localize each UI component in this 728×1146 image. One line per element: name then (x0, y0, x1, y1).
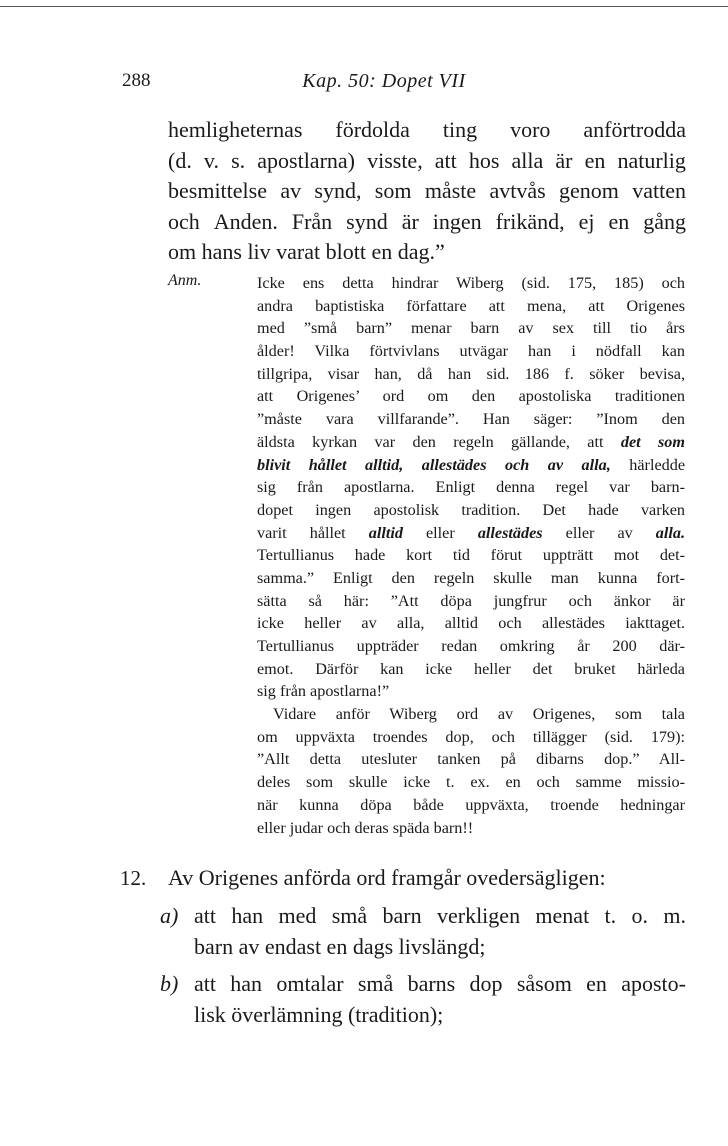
note-text: härledde (629, 455, 685, 474)
word: ej (578, 208, 595, 234)
note-line: ”måste vara villfarande”. Han säger: ”Inom den (257, 410, 685, 429)
word: ting (442, 117, 478, 142)
word: alla (511, 147, 544, 173)
item-sublist (160, 900, 686, 1030)
page-number: 288 (122, 70, 151, 91)
item-heading-text: Av Origenes anförda ord framgår ovedersägligen: (168, 865, 606, 890)
top-rule (0, 6, 728, 7)
sub-item-continuation (160, 999, 686, 1030)
word: naturlig (617, 147, 686, 173)
note-emphasis: blivit hållet alltid, allestädes och av alla, (257, 455, 611, 474)
note-line: sätta så här: ”Att döpa jungfrur och änkor är (257, 591, 685, 610)
item-number: 12. (120, 866, 147, 890)
note-line: deles som skulle icke t. ex. en och samme missio- (257, 773, 685, 792)
note-line (257, 454, 685, 477)
word: ingen (432, 208, 482, 234)
word: att (434, 147, 457, 173)
note-line: ålder! Vilka förtvivlans utvägar han i nödfall kan (257, 342, 685, 361)
body-line: om hans liv varat blott en dag.” (168, 239, 445, 264)
body-line (168, 146, 686, 177)
word: v. (203, 147, 219, 173)
body-line (168, 176, 686, 207)
sub-item (160, 968, 686, 999)
note-emphasis: alltid (368, 523, 403, 542)
sub-text: att han omtalar små barns dop såsom en aposto- (194, 971, 686, 996)
word: avtvås (489, 178, 546, 203)
note-line: om uppväxta troendes dop, och tillägger (sid. 179): (257, 727, 685, 746)
word: och (168, 208, 200, 234)
word: (d. (168, 147, 192, 173)
body-line (168, 207, 686, 238)
note-line: ”Allt detta utesluter tanken på dibarns dop.” All- (257, 750, 685, 769)
word: besmittelse (168, 178, 267, 203)
sub-text: lisk överlämning (tradition); (194, 1002, 444, 1027)
note-line: eller judar och deras späda barn!! (257, 818, 474, 837)
note-line: med ”små barn” menar barn av sex till tio års (257, 319, 685, 338)
word: en (584, 147, 606, 173)
sub-item-continuation (160, 931, 686, 962)
word: visste, (367, 147, 423, 173)
word: voro (510, 117, 551, 142)
note-label: Anm. (168, 272, 202, 289)
note-text: äldsta kyrkan var den regeln gällande, att (257, 432, 604, 451)
note-line: Icke ens detta hindrar Wiberg (sid. 175, 185) och (257, 274, 685, 292)
note-text: varit hållet (257, 523, 346, 542)
note-line (257, 431, 685, 454)
sub-text: barn av endast en dags livslängd; (194, 934, 486, 959)
word: genom (559, 178, 619, 203)
word: synd (346, 208, 388, 234)
item-heading-line (168, 862, 686, 893)
sub-marker: b) (160, 971, 179, 996)
word: är (401, 208, 419, 234)
note-emphasis: allestädes (477, 523, 543, 542)
word: är (555, 147, 573, 173)
word: s. (231, 147, 246, 173)
note-line: dopet ingen apostolisk tradition. Det hade varken (257, 500, 685, 519)
sub-text: att han med små barn verkligen menat t. o. m. (194, 903, 686, 928)
word: frikänd, (495, 208, 565, 234)
word: anförtrodda (583, 117, 686, 142)
note-line: icke heller av alla, alltid och allestädes iakttaget. (257, 614, 685, 633)
sub-marker: a) (160, 903, 179, 928)
note-emphasis: det som (620, 432, 685, 451)
note-line: Tertullianus hade kort tid förut uppträtt mot det- (257, 546, 685, 565)
note-line: samma.” Enligt den regeln skulle man kunna fort- (257, 568, 685, 587)
sub-item (160, 900, 686, 931)
word: måste (424, 178, 477, 203)
word: fördolda (335, 117, 410, 142)
note-line: Tertullianus uppträder redan omkring år 200 där- (257, 637, 685, 655)
note-line: andra baptistiska författare att mena, att Origenes (257, 296, 685, 315)
word: synd, (314, 178, 362, 203)
word: av (280, 178, 302, 203)
note-line (257, 522, 685, 545)
word: gång (643, 208, 686, 234)
word: Från (291, 208, 333, 234)
note-line: emot. Därför kan icke heller det bruket härleda (257, 659, 685, 678)
note-line: Vidare anför Wiberg ord av Origenes, som tala (273, 705, 685, 724)
item-heading (168, 862, 686, 893)
running-head: Kap. 50: Dopet VII (302, 70, 466, 92)
note-line: när kunna döpa både uppväxta, troende hedningar (257, 795, 685, 814)
note-text: eller (426, 523, 455, 542)
body-line (168, 115, 686, 146)
note-text: eller av (565, 523, 633, 542)
note-line: sig från apostlarna. Enligt denna regel var barn- (257, 478, 685, 497)
note-emphasis: alla. (655, 523, 685, 542)
body-paragraph (168, 115, 686, 268)
page-header (0, 62, 728, 92)
word: som (374, 178, 412, 203)
word: hemligheternas (168, 117, 303, 142)
word: vatten (632, 178, 686, 203)
note-line: att Origenes’ ord om den apostoliska traditionen (257, 387, 685, 406)
word: Anden. (213, 208, 278, 234)
word: hos (468, 147, 500, 173)
note-line: sig från apostlarna!” (257, 682, 390, 701)
note-block (257, 272, 685, 839)
word: en (608, 208, 630, 234)
word: apostlarna) (257, 147, 355, 173)
note-line: tillgripa, visar han, då han sid. 186 f. söker bevisa, (257, 364, 685, 383)
